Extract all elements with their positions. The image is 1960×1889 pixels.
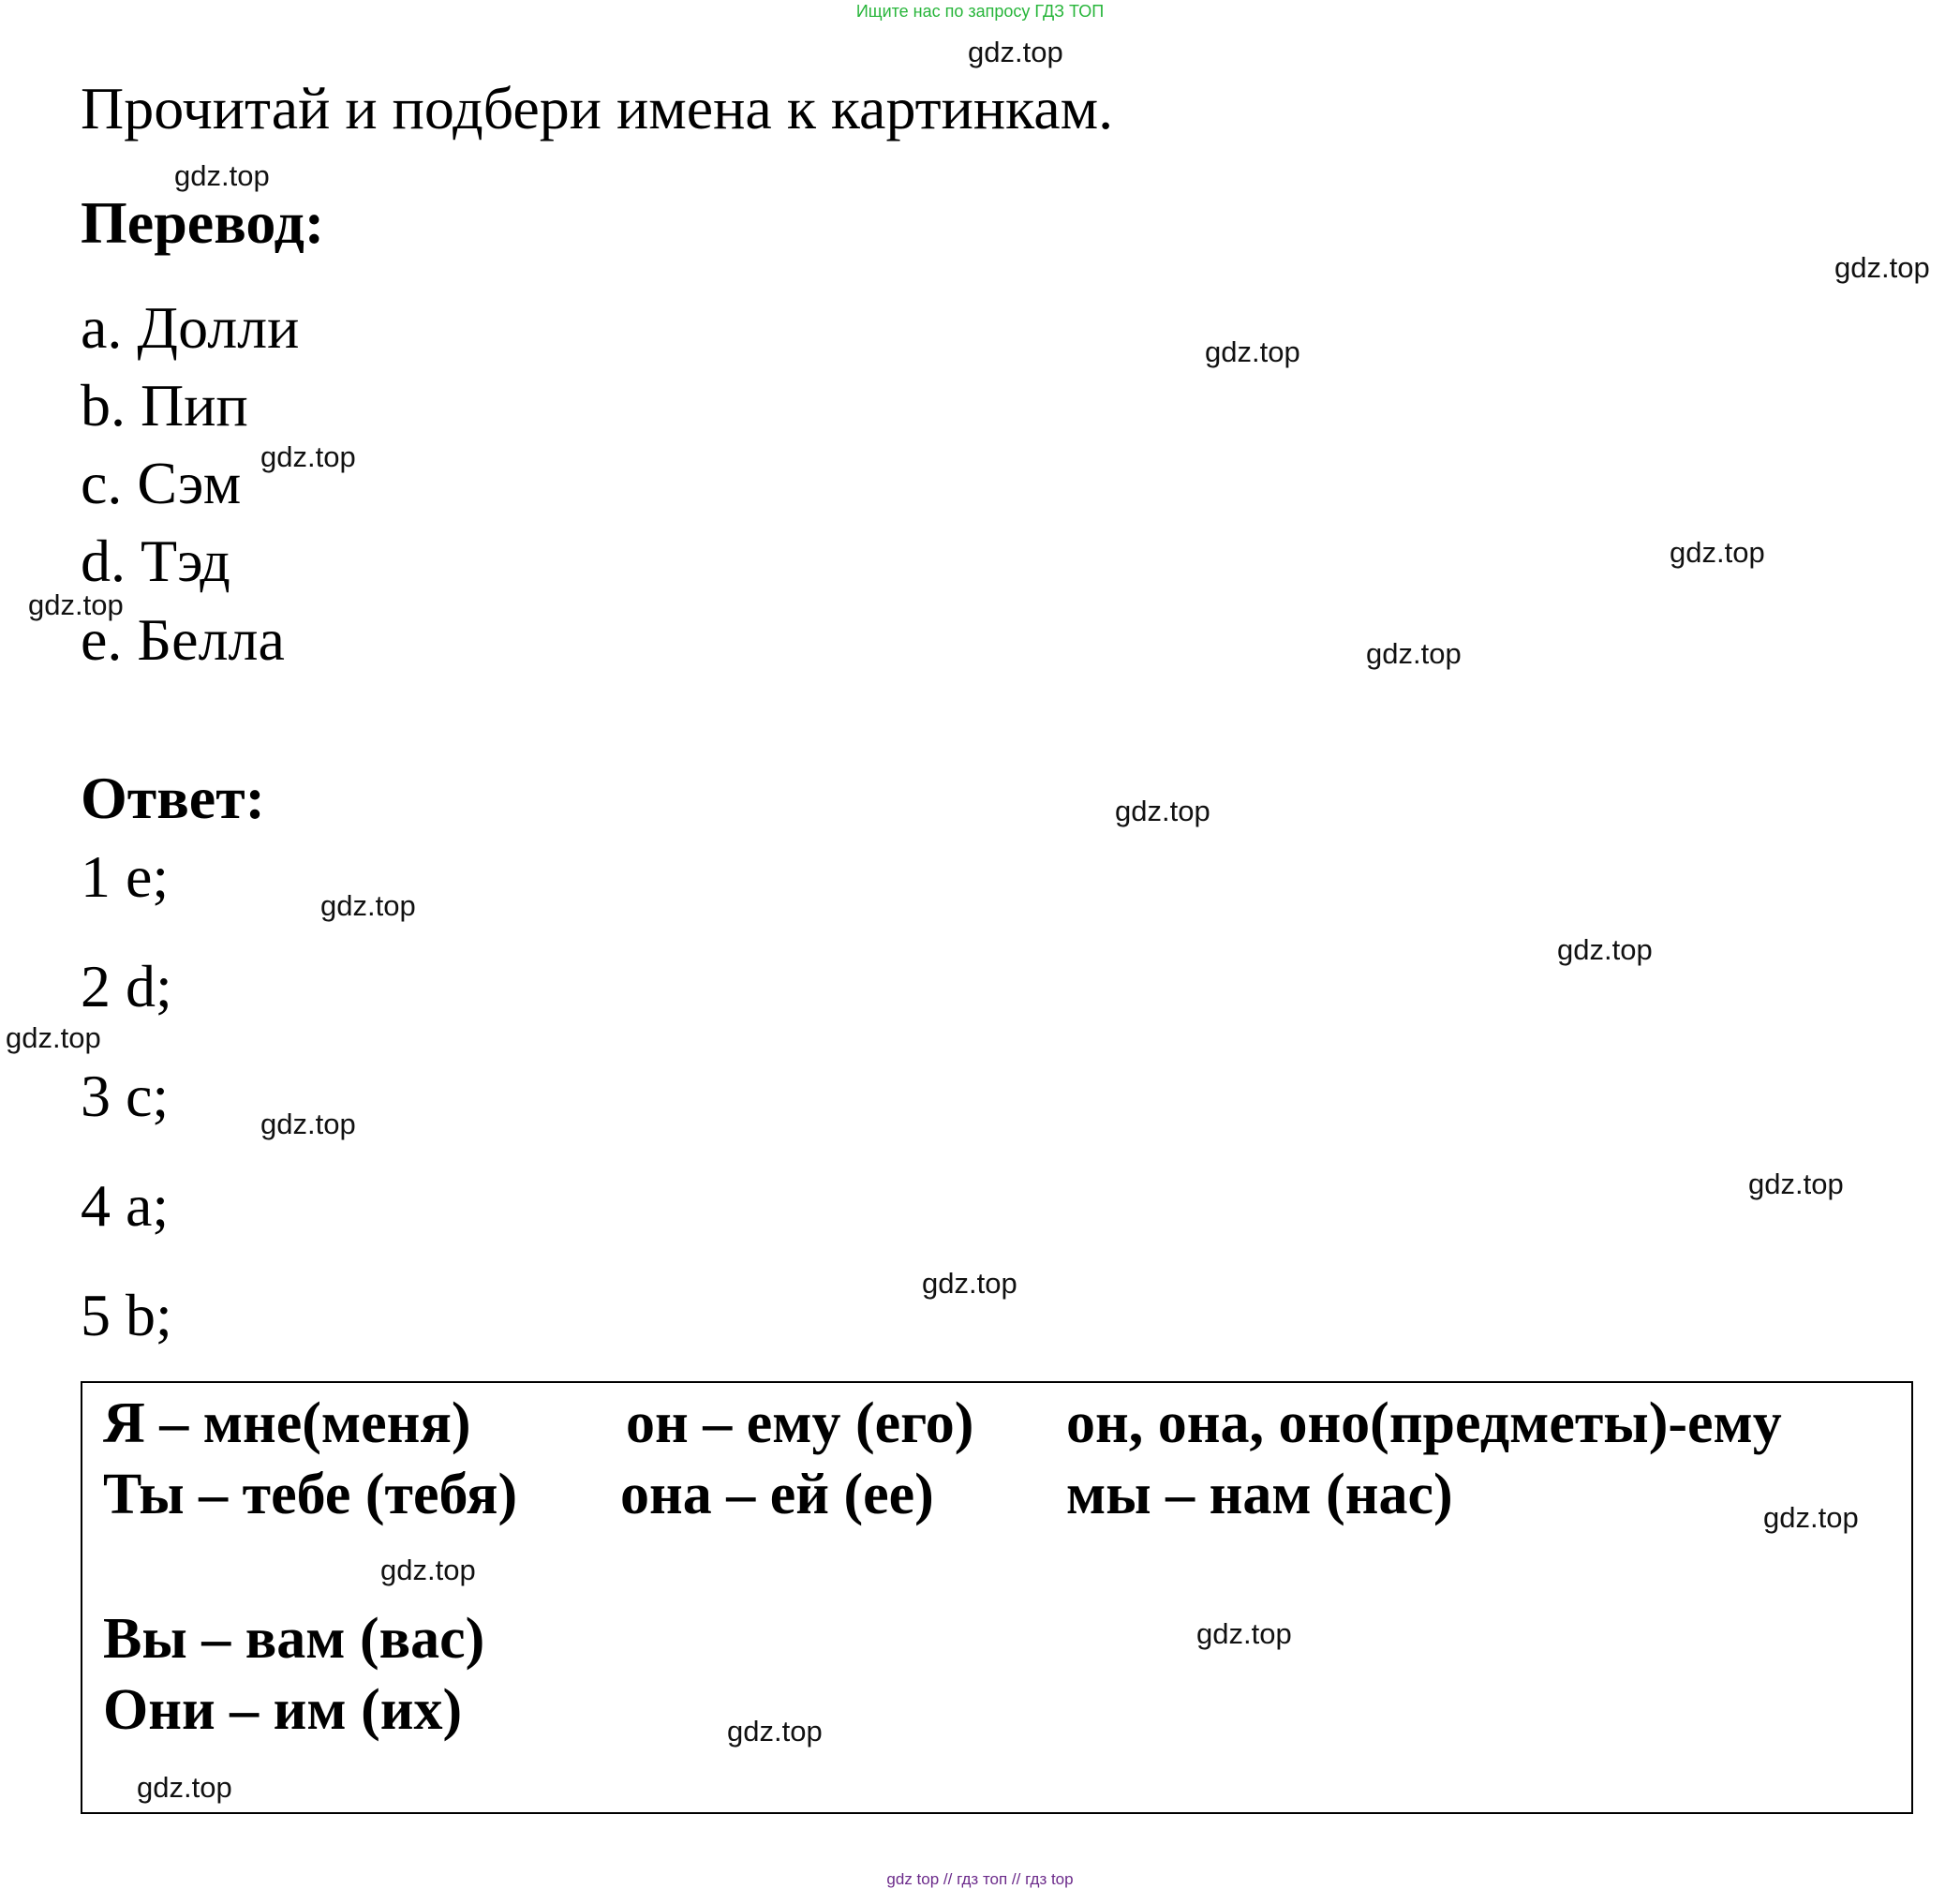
top-banner: Ищите нас по запросу ГДЗ ТОП	[855, 2, 1105, 21]
watermark: gdz.top	[28, 588, 124, 621]
translation-item-b: b. Пип	[81, 372, 248, 439]
watermark: gdz.top	[1670, 536, 1765, 569]
pronoun-row4-col1: Они – им (их)	[103, 1678, 463, 1742]
watermark: gdz.top	[1205, 335, 1300, 368]
page-title: Прочитай и подбери имена к картинкам.	[81, 75, 1114, 141]
watermark: gdz.top	[727, 1715, 823, 1748]
answer-item-2: 2 d;	[81, 953, 172, 1019]
answer-heading: Ответ:	[81, 765, 265, 831]
watermark: gdz.top	[174, 159, 270, 192]
watermark: gdz.top	[1763, 1501, 1859, 1534]
pronoun-row3-col1: Вы – вам (вас)	[103, 1607, 485, 1671]
watermark: gdz.top	[320, 889, 416, 922]
watermark: gdz.top	[6, 1021, 101, 1054]
translation-item-d: d. Тэд	[81, 528, 230, 594]
answer-item-3: 3 c;	[81, 1063, 170, 1129]
answer-item-4: 4 a;	[81, 1172, 170, 1239]
translation-heading: Перевод:	[81, 189, 325, 256]
watermark: gdz.top	[1115, 795, 1210, 827]
pronoun-row2-col1: Ты – тебе (тебя)	[103, 1463, 518, 1526]
watermark: gdz.top	[1366, 637, 1462, 670]
watermark: gdz.top	[1557, 933, 1653, 966]
watermark: gdz.top	[1196, 1617, 1292, 1650]
watermark: gdz.top	[260, 440, 356, 473]
watermark: gdz.top	[922, 1267, 1017, 1300]
translation-item-e: e. Белла	[81, 606, 285, 673]
answer-item-5: 5 b;	[81, 1282, 172, 1348]
watermark: gdz.top	[968, 36, 1063, 68]
watermark: gdz.top	[1834, 251, 1930, 284]
watermark: gdz.top	[137, 1771, 232, 1804]
translation-item-a: a. Долли	[81, 294, 300, 361]
pronoun-row1-col1: Я – мне(меня)	[103, 1391, 471, 1455]
pronoun-row1-col3: он, она, оно(предметы)-ему	[1066, 1391, 1782, 1455]
pronoun-row2-col3: мы – нам (нас)	[1066, 1463, 1453, 1526]
watermark: gdz.top	[380, 1554, 476, 1586]
watermark: gdz.top	[1748, 1168, 1844, 1200]
answer-item-1: 1 e;	[81, 843, 170, 910]
footer-links: gdz top // гдз топ // гдз top	[886, 1870, 1074, 1888]
pronoun-row1-col2: он – ему (его)	[626, 1391, 974, 1455]
watermark: gdz.top	[260, 1108, 356, 1140]
pronoun-row2-col2: она – ей (ее)	[620, 1463, 934, 1526]
translation-item-c: c. Сэм	[81, 450, 242, 516]
